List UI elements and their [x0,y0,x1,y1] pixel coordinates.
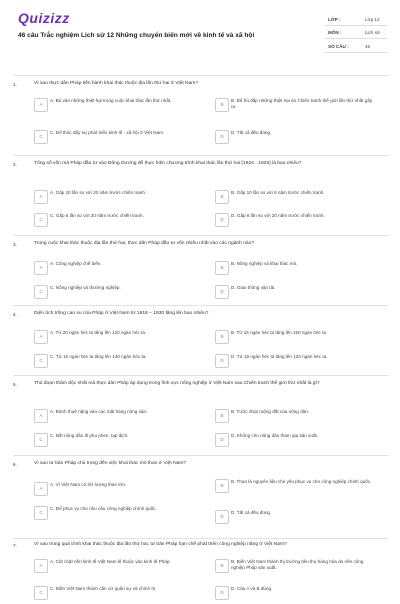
question-divider [13,375,388,376]
option-b[interactable] [215,557,375,577]
question-number: 2. [13,162,17,167]
option-text: D. Từ 15 ngàn héc ta tăng lên 120 ngàn héc ta. [231,354,328,359]
option-badge: C [34,433,48,447]
option-d[interactable] [215,431,375,451]
option-text: A. Gấp 20 lần so với 20 năm trước chiến tranh. [50,190,147,195]
option-c[interactable] [34,504,194,524]
option-d[interactable] [215,283,375,303]
option-d[interactable] [215,584,375,604]
option-d[interactable] [215,128,375,148]
option-text: D. Giao thông vận tải. [231,285,276,290]
question-divider [13,155,388,156]
option-b[interactable] [215,477,375,497]
option-text: A. Công nghiệp chế biến. [50,261,102,266]
option-text: D. Tất cả đều đúng. [231,510,272,515]
option-text: C. Gấp 6 lần so với 20 năm trước chiến tranh. [50,213,144,218]
option-text: B. Để bù đắp những thiệt hại do Chiến tranh thế giới lần thứ nhất gây ra. [231,98,373,110]
option-badge: D [215,354,229,368]
question-number: 7. [13,543,17,548]
option-badge: D [215,213,229,227]
option-text: D. Gấp 8 lần so với 20 năm trước chiến tranh. [231,213,325,218]
option-badge: B [215,409,229,423]
option-text: C. Để thúc đẩy sự phát triển kinh tế - xã hội ở Việt Nam. [50,130,165,135]
option-text: B. Gấp 10 lần so với 6 năm trước chiến tranh. [231,190,325,195]
question-text: Vì sao thực dân Pháp tiến hành khai thác thuộc địa lần thứ hai ở Việt Nam? [34,81,199,86]
option-badge: D [215,130,229,144]
option-badge: A [34,482,48,496]
option-a[interactable] [34,259,194,279]
option-badge: D [215,285,229,299]
meta-divider [325,25,387,26]
option-text: C. Bắt nông dân đi phu phen, tạp dịch. [50,433,129,438]
option-badge: C [34,130,48,144]
option-a[interactable] [34,407,194,427]
question-number: 6. [13,462,17,467]
document-title: 46 câu Trắc nghiệm Lịch sử 12 Những chuyển biến mới về kinh tế và xã hội [18,32,255,39]
option-badge: B [215,559,229,573]
question-divider [13,455,388,456]
option-text: B. Than là nguyên liệu chủ yếu phục vụ cho công nghiệp chính quốc. [231,479,372,484]
option-a[interactable] [34,96,194,116]
option-b[interactable] [215,259,375,279]
option-b[interactable] [215,407,375,427]
meta-class-label: LỚP : [328,17,341,22]
option-badge: B [215,98,229,112]
option-text: A. Bù vào những thiệt hại trong cuộc khai thác lần thứ nhất. [50,98,172,103]
question-divider [13,538,388,539]
option-badge: C [34,506,48,520]
question-number: 3. [13,242,17,247]
option-badge: D [215,433,229,447]
option-c[interactable] [34,283,194,303]
option-c[interactable] [34,431,194,451]
question-text: Thủ đoạn thâm độc nhất mà thực dân Pháp áp dụng trong lĩnh vực nông nghiệp ở Việt Nam sau Chiến tranh thế giới thứ nhất là gì? [34,381,320,386]
question-text: Diện tích trồng cao su của Pháp ở Việt Nam từ 1918 – 1930 tăng lên bao nhiêu? [34,311,209,316]
meta-subject-label: MÔN : [328,30,342,35]
option-c[interactable] [34,352,194,372]
question-number: 4. [13,312,17,317]
meta-count-value: 46 [365,44,371,49]
option-badge: D [215,586,229,600]
option-badge: A [34,559,48,573]
question-text: Vì sao trong quá trình khai thác thuộc địa lần thứ hai, tư bản Pháp hạn chế phát triển công nghiệp nặng ở Việt Nam? [34,542,287,547]
meta-count-label: SỐ CÂU : [328,44,349,49]
option-badge: A [34,190,48,204]
question-text: Vì sao tư bản Pháp chú trọng đến việc khai thác mỏ than ở Việt Nam? [34,461,187,466]
question-divider [13,305,388,306]
question-text: Tổng số vốn mà Pháp đầu tư vào Đông Dương để thực hiện chương trình khai thác lần thứ hai (1924 - 1929) là bao nhiêu? [34,161,302,166]
option-text: D. Tất cả đều đúng. [231,130,272,135]
option-text: A. Vì Việt Nam có trữ lượng than lớn. [50,482,127,487]
option-text: B. Biến Việt Nam thành thị trường tiêu thụ hàng hóa do nền công nghiệp Pháp sản xuất. [231,559,364,571]
option-c[interactable] [34,584,194,604]
option-text: A. Cột chặt nền kinh tế Việt Nam lệ thuộc vào kinh tế Pháp. [50,559,171,564]
option-badge: A [34,98,48,112]
option-badge: C [34,354,48,368]
option-a[interactable] [34,557,194,577]
meta-class-value: Lớp 12 [365,17,380,22]
option-d[interactable] [215,352,375,372]
option-badge: A [34,330,48,344]
option-text: C. Nông nghiệp và thương nghiệp. [50,285,121,290]
option-text: D. Không cho nông dân tham gia sản xuất. [231,433,319,438]
option-text: C. Biến Việt Nam thành căn cứ quân sự và chính trị [50,586,156,591]
option-badge: B [215,261,229,275]
option-text: A. Đánh thuế nặng vào các mặt hàng nông sản. [50,409,148,414]
option-badge: B [215,330,229,344]
meta-divider [325,38,387,39]
option-text: C. Để phục vụ cho nhu cầu công nghiệp chính quốc. [50,506,157,511]
option-a[interactable] [34,328,194,348]
option-text: A. Từ 20 ngàn héc ta tăng lên 120 ngàn héc ta. [50,330,147,335]
option-b[interactable] [215,96,375,116]
option-text: D. Câu A và B đúng. [231,586,273,591]
option-text: B. Tước đoạt ruộng đất của nông dân. [231,409,310,414]
option-c[interactable] [34,128,194,148]
option-c[interactable] [34,211,194,231]
option-badge: A [34,261,48,275]
meta-subject-value: Lịch sử [365,30,381,35]
option-badge: C [34,285,48,299]
option-d[interactable] [215,508,375,528]
option-b[interactable] [215,328,375,348]
document-header [0,0,400,70]
question-divider [13,75,388,76]
question-number: 1. [13,82,17,87]
option-badge: B [215,479,229,493]
option-badge: A [34,409,48,423]
option-badge: C [34,213,48,227]
quizizz-logo: Quizizz [18,10,70,26]
meta-divider [325,52,387,53]
option-text: B. Từ 15 ngàn héc ta tăng lên 150 ngàn héc ta. [231,330,328,335]
option-badge: B [215,190,229,204]
option-a[interactable] [34,480,194,500]
option-text: B. Nông nghiệp và khai thác mỏ. [231,261,298,266]
question-divider [13,235,388,236]
question-text: Trong cuộc khai thác thuộc địa lần thứ hai, thực dân Pháp đầu tư vốn nhiều nhất vào các ngành nào? [34,241,255,246]
option-text: C. Từ 15 ngàn héc ta tăng lên 140 ngàn héc ta. [50,354,147,359]
option-d[interactable] [215,211,375,231]
question-number: 5. [13,382,17,387]
option-b[interactable] [215,188,375,208]
option-a[interactable] [34,188,194,208]
option-badge: C [34,586,48,600]
option-badge: D [215,510,229,524]
